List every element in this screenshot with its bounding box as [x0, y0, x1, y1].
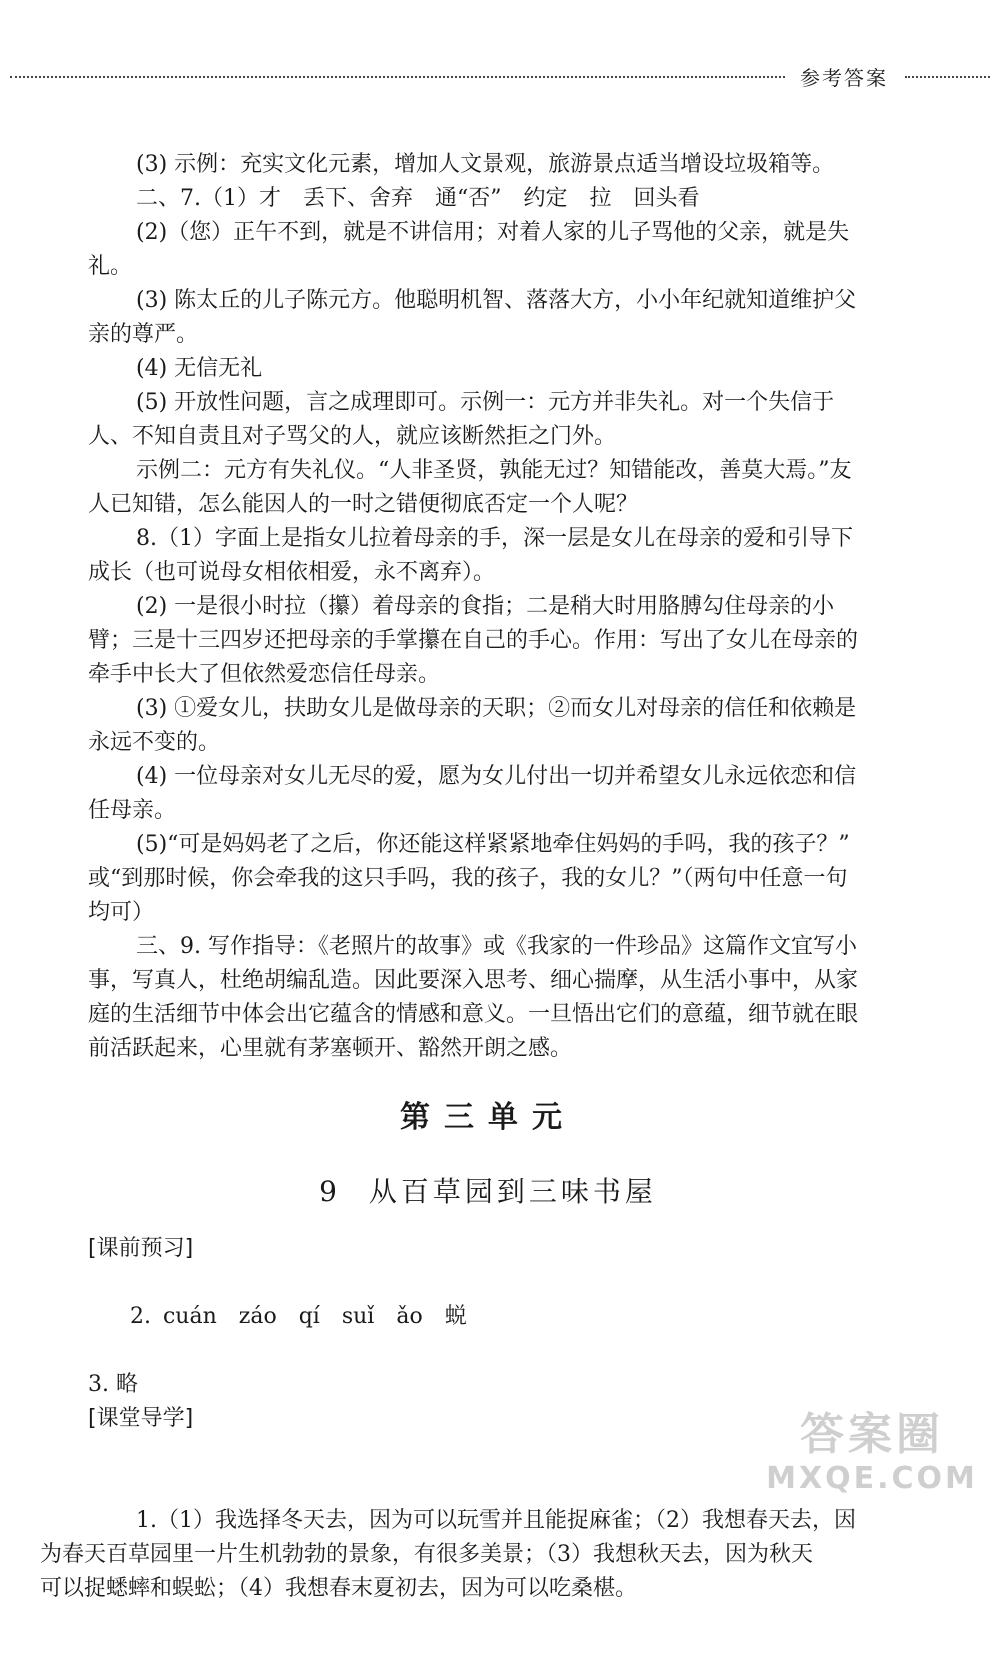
pinyin-word: suǐ	[341, 1304, 375, 1329]
lesson-title-text: 从百草园到三味书屋	[368, 1175, 657, 1208]
answer-paragraph	[88, 284, 888, 352]
answer-paragraph	[88, 522, 888, 590]
preview-heading: [课前预习]	[88, 1236, 194, 1261]
text-line: (4) 无信无礼	[136, 356, 263, 381]
header-label: 参考答案	[800, 66, 888, 90]
preview-item-3: 3. 略	[88, 1372, 138, 1397]
answer-paragraph	[88, 828, 888, 930]
text-line: 可以捉蟋蟀和蜈蚣；（4）我想春末夏初去，因为可以吃桑椹。	[40, 1576, 637, 1601]
text-line: (2) 一是很小时拉（攥）着母亲的食指；二是稍大时用胳膊勾住母亲的小	[136, 594, 835, 619]
page-header	[0, 62, 1000, 92]
answer-paragraph	[88, 216, 888, 284]
header-dotted-rule-left	[10, 76, 785, 78]
text-line: (5) 开放性问题，言之成理即可。示例一：元方并非失礼。对一个失信于	[136, 390, 835, 415]
text-line: 亲的尊严。	[88, 322, 199, 347]
text-line: 均可）	[88, 900, 155, 925]
answer-paragraph	[88, 760, 888, 828]
answer-paragraph	[88, 590, 888, 692]
text-line: 人、不知自责且对子骂父的人，就应该断然拒之门外。	[88, 424, 617, 449]
text-line: (4) 一位母亲对女儿无尽的爱，愿为女儿付出一切并希望女儿永远依恋和信	[136, 764, 857, 789]
pinyin-word: 蜕	[444, 1304, 467, 1329]
text-line: 前活跃起来，心里就有茅塞顿开、豁然开朗之感。	[88, 1036, 573, 1061]
watermark-domain: MXQE.COM	[766, 1461, 978, 1496]
pinyin-word: ǎo	[396, 1304, 423, 1329]
text-line: 示例二：元方有失礼仪。“人非圣贤，孰能无过？知错能改，善莫大焉。”友	[136, 458, 852, 483]
lesson-number: 9	[319, 1175, 341, 1208]
watermark-logo-text: 答案圈	[800, 1409, 944, 1460]
preview-item-2	[88, 1266, 888, 1368]
text-line: (2)（您）正午不到，就是不讲信用；对着人家的儿子骂他的父亲，就是失礼。	[88, 220, 850, 279]
unit-title: 第三单元	[400, 1100, 576, 1135]
text-line: 或“到那时候，你会牵我的这只手吗，我的孩子，我的女儿？”（两句中任意一句	[88, 866, 848, 891]
text-line: 1.（1）我选择冬天去，因为可以玩雪并且能捉麻雀；（2）我想春天去，因	[136, 1508, 856, 1533]
text-line: (3) ①爱女儿，扶助女儿是做母亲的天职；②而女儿对母亲的信任和依赖是	[136, 696, 857, 721]
text-line: 臂；三是十三四岁还把母亲的手掌攥在自己的手心。作用：写出了女儿在母亲的	[88, 628, 859, 653]
text-line: 三、9. 写作指导：《老照片的故事》或《我家的一件珍品》这篇作文宜写小	[136, 934, 857, 959]
pinyin-word: záo	[238, 1304, 277, 1329]
answer-paragraph	[88, 352, 888, 386]
text-line: 庭的生活细节中体会出它蕴含的情感和意义。一旦悟出它们的意蕴，细节就在眼	[88, 1002, 859, 1027]
text-line: 事，写真人，杜绝胡编乱造。因此要深入思考、细心揣摩，从生活小事中，从家	[88, 968, 859, 993]
preview-item-2-prefix: 2.	[129, 1304, 151, 1329]
lesson-title	[88, 1170, 888, 1214]
classroom-heading: [课堂导学]	[88, 1406, 194, 1431]
text-line: (5)“可是妈妈老了之后，你还能这样紧紧地牵住妈妈的手吗，我的孩子？”	[136, 832, 850, 857]
answer-paragraph	[88, 930, 888, 1066]
text-line: 永远不变的。	[88, 730, 221, 755]
answer-paragraph	[88, 454, 888, 522]
text-line: 任母亲。	[88, 798, 177, 823]
pinyin-word: qí	[298, 1304, 320, 1329]
header-dotted-rule-right	[905, 76, 990, 78]
text-line: 8.（1）字面上是指女儿拉着母亲的手，深一层是女儿在母亲的爱和引导下	[136, 526, 853, 551]
answer-paragraphs	[88, 148, 888, 1066]
text-line: 人已知错，怎么能因人的一时之错便彻底否定一个人呢？	[88, 492, 639, 517]
text-line: 二、7.（1）才 丢下、舍弃 通“否” 约定 拉 回头看	[136, 186, 700, 211]
answer-paragraph	[88, 386, 888, 454]
site-watermark	[762, 1409, 982, 1509]
text-line: 为春天百草园里一片生机勃勃的景象，有很多美景；（3）我想秋天去，因为秋天	[40, 1542, 813, 1567]
text-line: (3) 示例：充实文化元素，增加人文景观，旅游景点适当增设垃圾箱等。	[136, 152, 835, 177]
text-line: (3) 陈太丘的儿子陈元方。他聪明机智、落落大方，小小年纪就知道维护父	[136, 288, 857, 313]
text-line: 成长（也可说母女相依相爱，永不离弃）。	[88, 560, 496, 585]
answer-paragraph	[88, 148, 888, 182]
text-line: 牵手中长大了但依然爱恋信任母亲。	[88, 662, 441, 687]
pinyin-word: cuán	[162, 1304, 217, 1329]
answer-paragraph	[88, 182, 888, 216]
preview-section	[88, 1232, 888, 1402]
answer-paragraph	[88, 692, 888, 760]
